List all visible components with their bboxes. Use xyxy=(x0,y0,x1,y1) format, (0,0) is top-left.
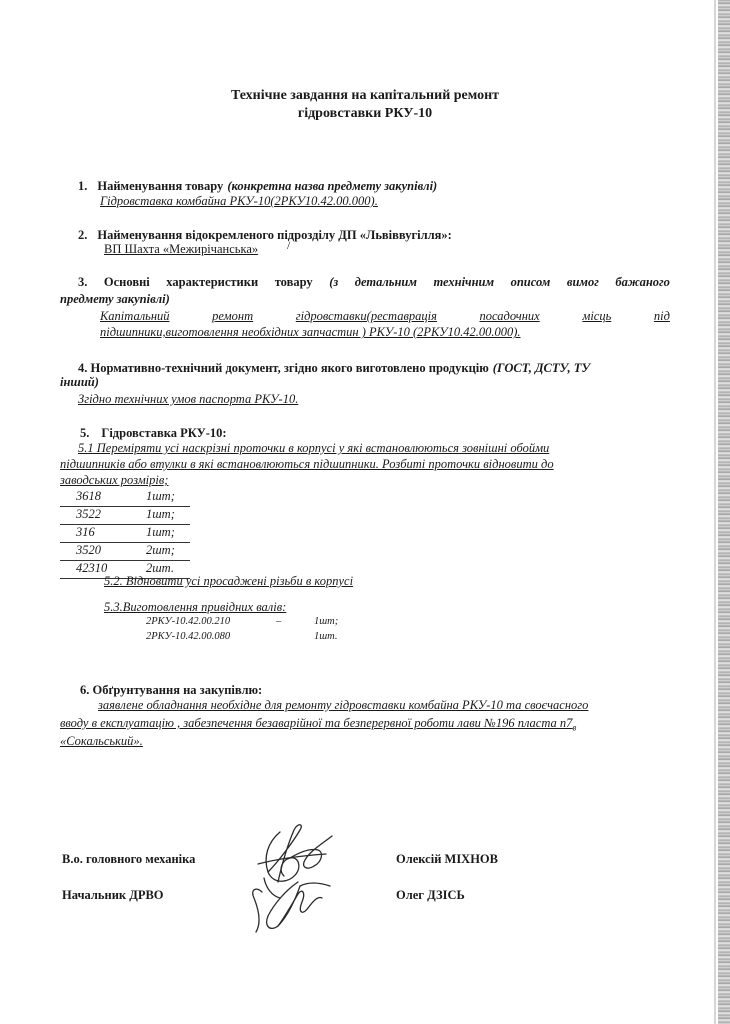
shaft-dash: – xyxy=(276,616,282,627)
shaft-qty: 1шт. xyxy=(314,631,338,642)
section-4-value: Згідно технічних умов паспорта РКУ-10. xyxy=(78,392,299,406)
bearing-row xyxy=(60,489,190,507)
section-3-note-word: вимог xyxy=(566,275,599,289)
section-3-word: товару xyxy=(274,275,313,289)
section-3-value-word: місць xyxy=(582,309,612,323)
bearing-qty: 1шт; xyxy=(146,507,175,521)
section-5-p3: 5.3.Виготовлення привідних валів: xyxy=(104,600,287,614)
section-3-note-word: бажаного xyxy=(615,275,670,289)
shaft-row xyxy=(146,631,338,642)
section-3-value-word: Капітальний xyxy=(100,309,170,323)
section-3-word: 3. xyxy=(78,275,88,289)
handwritten-signatures xyxy=(238,812,358,942)
section-6-line-1: заявлене обладнання необхідне для ремонту гідровставки комбайна РКУ-10 та своєчасного xyxy=(98,698,589,712)
section-3-value-line-2: підшипники,виготовлення необхідних запчастин ) РКУ-10 (2РКУ10.42.00.000). xyxy=(100,325,521,339)
section-4-heading: 4. Нормативно-технічний документ, згідно якого виготовлено продукцію xyxy=(78,361,489,375)
section-5-p2: 5.2. Відновити усі просаджені різьби в корпусі xyxy=(104,574,354,588)
section-6-line-3: «Сокальський». xyxy=(60,734,143,748)
signer-2-role: Начальник ДРВО xyxy=(62,888,164,902)
section-3-value-word: під xyxy=(653,309,670,323)
bearing-qty: 2шт; xyxy=(146,543,175,557)
section-6-heading: 6. Обґрунтування на закупівлю: xyxy=(80,683,263,697)
section-3-note-word: описом xyxy=(510,275,551,289)
scan-edge xyxy=(718,0,730,1024)
bearing-code: 42310 xyxy=(76,561,108,575)
section-3-value-word: ремонт xyxy=(212,309,254,323)
section-1-heading: Найменування товару xyxy=(97,179,224,193)
section-5-p1-line-1: 5.1 Переміряти усі наскрізні проточки в корпусі у які встановлюються зовнішні обойми xyxy=(78,441,550,455)
bearing-code: 3618 xyxy=(76,489,101,503)
signer-1-name: Олексій МІХНОВ xyxy=(396,852,498,866)
shaft-qty: 1шт; xyxy=(314,616,339,627)
section-2-heading: Найменування відокремленого підрозділу ДП «Львіввугілля»: xyxy=(97,228,452,242)
section-3-header xyxy=(78,275,670,290)
shaft-row xyxy=(146,616,339,627)
section-1-value: Гідровставка комбайна РКУ-10(2РКУ10.42.00.000). xyxy=(100,194,378,208)
section-4-note: (ГОСТ, ДСТУ, ТУ xyxy=(492,361,591,375)
section-3-value-word: гідровставки(реставрація xyxy=(295,309,437,323)
section-1-number: 1. xyxy=(78,179,88,193)
section-2-value: ВП Шахта «Межирічанська» xyxy=(104,242,259,256)
section-1-note: (конкретна назва предмету закупівлі) xyxy=(227,179,438,193)
title-line-1: Технічне завдання на капітальний ремонт xyxy=(230,88,500,103)
section-3-note-word: технічним xyxy=(433,275,495,289)
scan-edge-line xyxy=(714,0,716,1024)
bearing-row xyxy=(60,525,190,543)
bearing-code: 3520 xyxy=(76,543,101,557)
bearing-row xyxy=(60,543,190,561)
section-3-note-line-2: предмету закупівлі) xyxy=(60,292,170,306)
shaft-code: 2РКУ-10.42.00.080 xyxy=(146,631,231,642)
section-3-value-word: посадочних xyxy=(479,309,540,323)
section-1-header xyxy=(78,177,437,195)
section-2-number: 2. xyxy=(78,228,88,242)
section-5-number: 5. xyxy=(80,426,90,440)
section-3-value-line-1 xyxy=(100,309,670,324)
section-3-note-word: детальним xyxy=(354,275,417,289)
section-5-heading: Гідровставка РКУ-10: xyxy=(101,426,227,440)
signer-2-name: Олег ДЗІСЬ xyxy=(396,888,465,902)
bearing-qty: 2шт. xyxy=(146,561,174,575)
section-4-note-line-2: інший) xyxy=(60,375,99,389)
section-6-line-2 xyxy=(60,716,576,733)
shaft-code: 2РКУ-10.42.00.210 xyxy=(146,616,231,627)
bearing-code: 316 xyxy=(76,525,95,539)
bearing-row xyxy=(60,507,190,525)
bearing-qty: 1шт; xyxy=(146,489,175,503)
section-4-header xyxy=(78,359,590,377)
section-5-header xyxy=(80,424,227,442)
signer-1-role: В.о. головного механіка xyxy=(62,852,196,866)
bearing-qty: 1шт; xyxy=(146,525,175,539)
mark-slash: / xyxy=(287,238,291,252)
bearing-list xyxy=(60,489,190,579)
section-5-p1-line-3: заводських розмірів; xyxy=(60,473,169,487)
section-3-note-word: (з xyxy=(329,275,339,289)
title-line-2: гідровставки РКУ-10 xyxy=(297,106,433,121)
bearing-code: 3522 xyxy=(76,507,101,521)
section-3-word: Основні xyxy=(103,275,150,289)
section-3-word: характеристики xyxy=(166,275,259,289)
section-5-p1-line-2: підшипників або втулки в які встановлюються підшипники. Розбиті проточки відновити до xyxy=(60,457,554,471)
section-6-line-2-text: вводу в експлуатацію , забезпечення безаварійної та безперервної роботи лави №196 пласта n7 xyxy=(60,716,573,730)
section-6-subscript: в xyxy=(572,722,577,733)
